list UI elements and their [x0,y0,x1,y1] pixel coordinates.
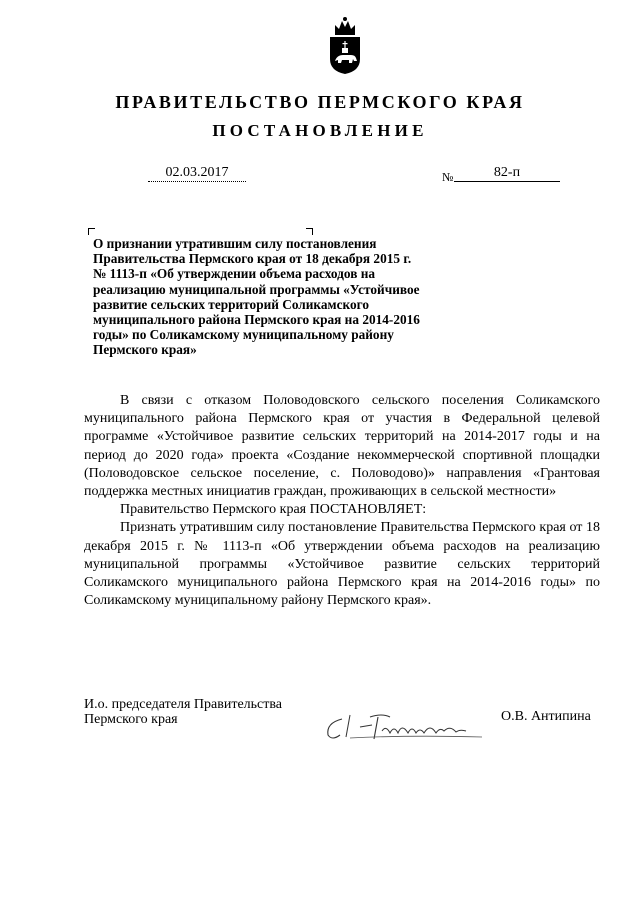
subject-corner-left [88,228,95,235]
document-date: 02.03.2017 [148,164,246,182]
body-paragraph-preamble: В связи с отказом Половодовского сельского поселения Соликамского муниципального района Пермского края от участия в Федеральной целевой программе «Устойчивое развитие сельских территорий на 2014-2017 годы и на период до 2020 года» проекта «Создание некоммерческой спортивной площадки (Половодовское сельское поселение, с. Половодово)» направления «Грантовая поддержка местных инициатив граждан, проживающих в сельской местности» [84,393,600,500]
document-type: ПОСТАНОВЛЕНИЕ [212,121,428,140]
signatory-title-line1: И.о. председателя Правительства [84,697,283,712]
document-number: 82-п [454,164,560,182]
subject-corner-right [306,228,313,235]
coat-of-arms-icon [327,15,363,75]
document-body [84,392,600,610]
body-paragraph-resolves: Правительство Пермского края ПОСТАНОВЛЯЕТ: [120,502,427,518]
signatory-title-line2: Пермского края [84,712,178,727]
signatory-title [84,697,282,727]
body-paragraph-decision: Признать утратившим силу постановление Правительства Пермского края от 18 декабря 2015 г. № 1113-п «Об утверждении объема расходов на реализацию муниципальной программы «Устойчивое развитие сельских территорий Соликамского муниципального района Пермского края на 2014-2016 годы» по Соликамскому муниципальному району Пермского края». [84,520,600,609]
government-name: ПРАВИТЕЛЬСТВО ПЕРМСКОГО КРАЯ [115,92,525,112]
document-subject: О признании утратившим силу постановления Правительства Пермского края от 18 декабря 2015 г. № 1113-п «Об утверждении объема расходов на реализацию муниципальной программы «Устойчивое развитие сельских территорий Соликамского муниципального района Пермского края на 2014-2016 годы» по Соликамскому муниципальному району Пермского края» [93,236,420,358]
number-sign: № [442,170,454,184]
signatory-name: О.В. Антипина [501,709,591,724]
handwritten-signature-icon [320,705,485,745]
